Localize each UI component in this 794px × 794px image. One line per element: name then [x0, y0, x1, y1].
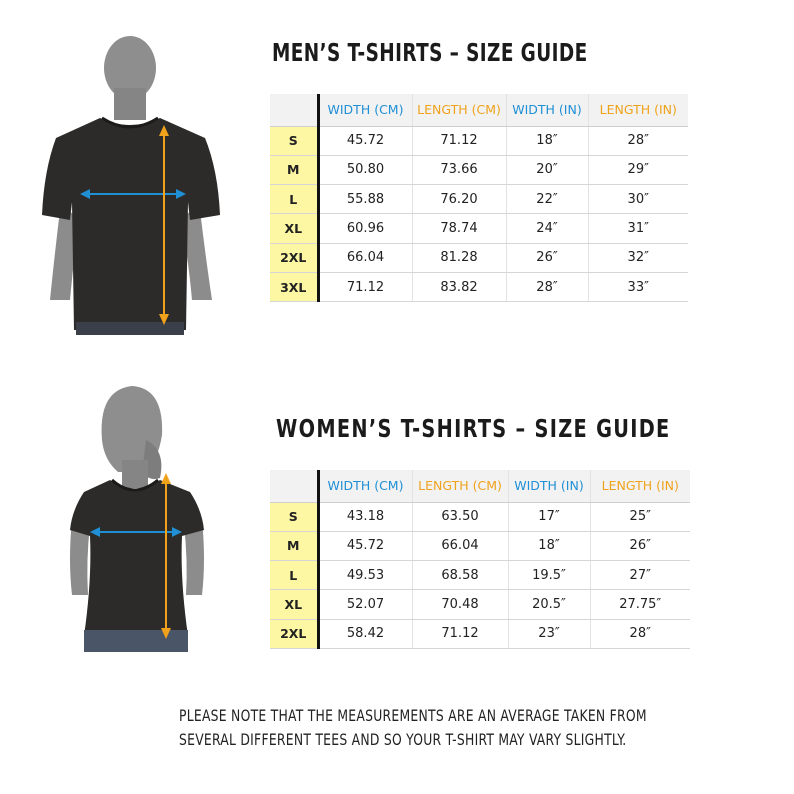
table-row: [270, 531, 690, 560]
length-cm-cell: 68.58: [412, 561, 508, 590]
disclaimer-line-1: PLEASE NOTE THAT THE MEASUREMENTS ARE AN AVERAGE TAKEN FROM: [179, 706, 647, 725]
men-measure-arrows: [40, 30, 230, 335]
header-length-in: LENGTH (IN): [590, 470, 690, 502]
table-row: [270, 185, 688, 214]
length-cm-cell: 71.12: [412, 126, 506, 155]
width-in-cell: 20.5″: [508, 590, 590, 619]
width-cm-cell: 71.12: [318, 272, 412, 301]
length-in-cell: 28″: [588, 126, 688, 155]
header-width-cm: WIDTH (CM): [318, 470, 412, 502]
length-in-cell: 27″: [590, 561, 690, 590]
width-cm-cell: 43.18: [318, 502, 412, 531]
size-label: S: [270, 126, 318, 155]
length-in-cell: 25″: [590, 502, 690, 531]
size-label: 2XL: [270, 619, 318, 648]
women-measure-arrows: [62, 380, 212, 652]
table-row: [270, 561, 690, 590]
table-header-row: [270, 470, 690, 502]
table-header-row: [270, 94, 688, 126]
size-label: XL: [270, 590, 318, 619]
table-row: [270, 126, 688, 155]
length-cm-cell: 71.12: [412, 619, 508, 648]
length-cm-cell: 73.66: [412, 155, 506, 184]
header-width-in: WIDTH (IN): [508, 470, 590, 502]
length-in-cell: 26″: [590, 531, 690, 560]
men-size-table: [270, 94, 688, 302]
table-row: [270, 502, 690, 531]
width-in-cell: 18″: [508, 531, 590, 560]
width-in-cell: 23″: [508, 619, 590, 648]
header-length-cm: LENGTH (CM): [412, 470, 508, 502]
length-in-cell: 30″: [588, 185, 688, 214]
width-cm-cell: 45.72: [318, 126, 412, 155]
disclaimer-line-2: SEVERAL DIFFERENT TEES AND SO YOUR T-SHIRT MAY VARY SLIGHTLY.: [179, 730, 627, 749]
men-size-guide-title: MEN’S T-SHIRTS – SIZE GUIDE: [272, 38, 588, 67]
table-row: [270, 243, 688, 272]
length-cm-cell: 70.48: [412, 590, 508, 619]
length-cm-cell: 66.04: [412, 531, 508, 560]
length-cm-cell: 63.50: [412, 502, 508, 531]
header-length-in: LENGTH (IN): [588, 94, 688, 126]
header-width-cm: WIDTH (CM): [318, 94, 412, 126]
size-label: M: [270, 155, 318, 184]
length-cm-cell: 76.20: [412, 185, 506, 214]
length-in-cell: 32″: [588, 243, 688, 272]
width-in-cell: 19.5″: [508, 561, 590, 590]
table-corner-cell: [270, 94, 318, 126]
women-size-guide-title: WOMEN’S T-SHIRTS – SIZE GUIDE: [276, 414, 671, 443]
size-label: S: [270, 502, 318, 531]
header-length-cm: LENGTH (CM): [412, 94, 506, 126]
table-row: [270, 214, 688, 243]
width-in-cell: 18″: [506, 126, 588, 155]
size-label: XL: [270, 214, 318, 243]
width-in-cell: 17″: [508, 502, 590, 531]
length-cm-cell: 81.28: [412, 243, 506, 272]
table-row: [270, 619, 690, 648]
length-cm-cell: 83.82: [412, 272, 506, 301]
width-cm-cell: 66.04: [318, 243, 412, 272]
width-in-cell: 24″: [506, 214, 588, 243]
length-in-cell: 27.75″: [590, 590, 690, 619]
size-label: L: [270, 561, 318, 590]
length-cm-cell: 78.74: [412, 214, 506, 243]
width-cm-cell: 49.53: [318, 561, 412, 590]
width-in-cell: 28″: [506, 272, 588, 301]
width-cm-cell: 45.72: [318, 531, 412, 560]
width-in-cell: 20″: [506, 155, 588, 184]
length-in-cell: 29″: [588, 155, 688, 184]
women-size-table: [270, 470, 690, 649]
table-row: [270, 590, 690, 619]
length-in-cell: 28″: [590, 619, 690, 648]
width-cm-cell: 58.42: [318, 619, 412, 648]
width-cm-cell: 55.88: [318, 185, 412, 214]
size-label: 2XL: [270, 243, 318, 272]
table-corner-cell: [270, 470, 318, 502]
size-label: L: [270, 185, 318, 214]
table-row: [270, 155, 688, 184]
measurement-disclaimer: [179, 704, 647, 752]
width-cm-cell: 52.07: [318, 590, 412, 619]
width-in-cell: 22″: [506, 185, 588, 214]
size-label: 3XL: [270, 272, 318, 301]
header-width-in: WIDTH (IN): [506, 94, 588, 126]
width-in-cell: 26″: [506, 243, 588, 272]
length-in-cell: 31″: [588, 214, 688, 243]
length-in-cell: 33″: [588, 272, 688, 301]
table-row: [270, 272, 688, 301]
size-label: M: [270, 531, 318, 560]
width-cm-cell: 60.96: [318, 214, 412, 243]
width-cm-cell: 50.80: [318, 155, 412, 184]
